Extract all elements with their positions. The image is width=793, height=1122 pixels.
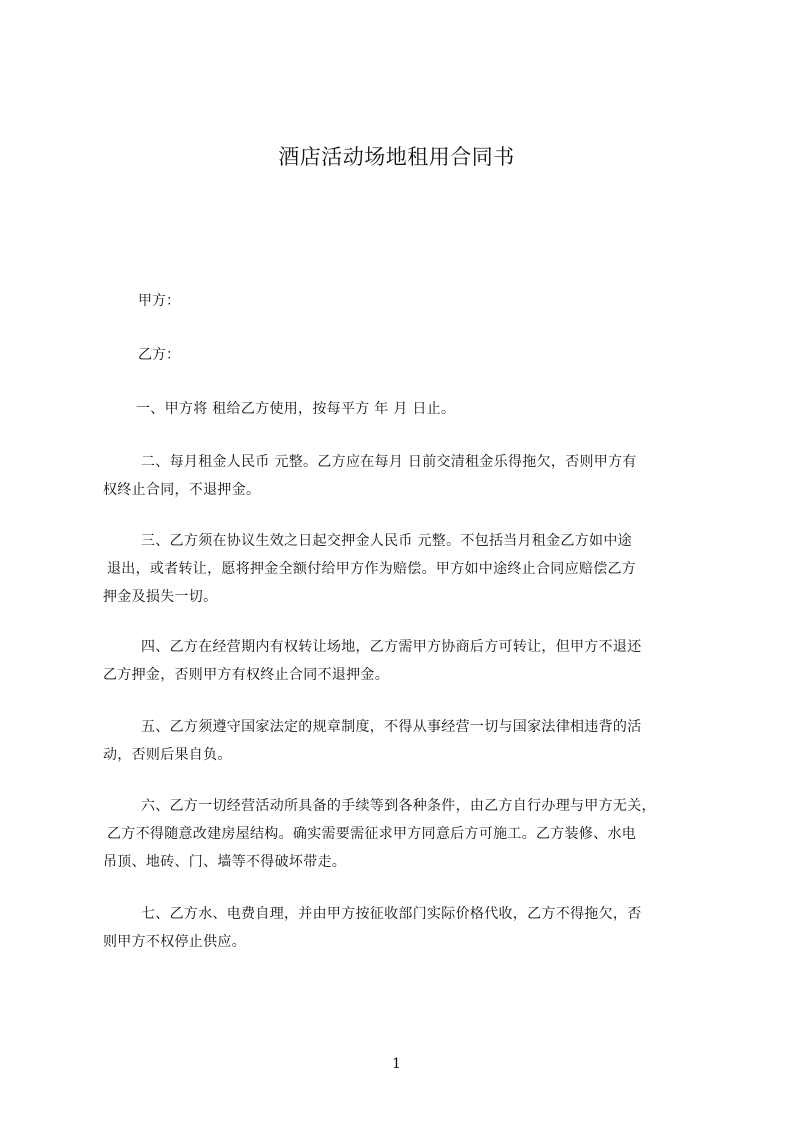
- clause-5: [103, 713, 703, 769]
- clause-line: 七、乙方水、电费自理，并由甲方按征收部门实际价格代收，乙方不得拖欠，否: [141, 906, 642, 922]
- clause-line: 四、乙方在经营期内有权转让场地，乙方需甲方协商后方可转让，但甲方不退还: [141, 639, 642, 655]
- clause-line: 吊顶、地砖、门、墙等不得破坏带走。: [103, 854, 347, 870]
- clause-3: [103, 527, 703, 611]
- party-a-label: 甲方：: [138, 293, 180, 309]
- clause-7: [103, 900, 703, 956]
- clause-line: 三、乙方须在协议生效之日起交押金人民币 元整。不包括当月租金乙方如中途: [141, 533, 632, 549]
- clause-line: 二、每月租金人民币 元整。乙方应在每月 日前交清租金乐得拖欠，否则甲方有: [141, 454, 637, 470]
- clause-line: 一、甲方将 租给乙方使用，按每平方 年 月 日止。: [136, 401, 456, 417]
- clause-line: 乙方不得随意改建房屋结构。确实需要需征求甲方同意后方可施工。乙方装修、水电: [107, 826, 637, 842]
- clause-line: 动，否则后果自负。: [103, 747, 232, 763]
- clause-1: [103, 395, 703, 423]
- clause-6: [103, 792, 703, 876]
- clause-line: 押金及损失一切。: [103, 589, 218, 605]
- clause-line: 权终止合同，不退押金。: [103, 482, 261, 498]
- page-number: 1: [392, 1056, 401, 1072]
- clause-line: 乙方押金，否则甲方有权终止合同不退押金。: [103, 667, 389, 683]
- clause-line: 五、乙方须遵守国家法定的规章制度，不得从事经营一切与国家法律相违背的活: [141, 719, 642, 735]
- document-title: 酒店活动场地租用合同书: [278, 145, 515, 169]
- clause-line: 六、乙方一切经营活动所具备的手续等到各种条件，由乙方自行办理与甲方无关，: [141, 798, 656, 814]
- clause-4: [103, 633, 703, 689]
- clause-line: 退出，或者转让，愿将押金全额付给甲方作为赔偿。甲方如中途终止合同应赔偿乙方: [107, 561, 637, 577]
- clause-2: [103, 448, 703, 504]
- clause-line: 则甲方不权停止供应。: [103, 934, 246, 950]
- party-b-label: 乙方：: [138, 347, 180, 363]
